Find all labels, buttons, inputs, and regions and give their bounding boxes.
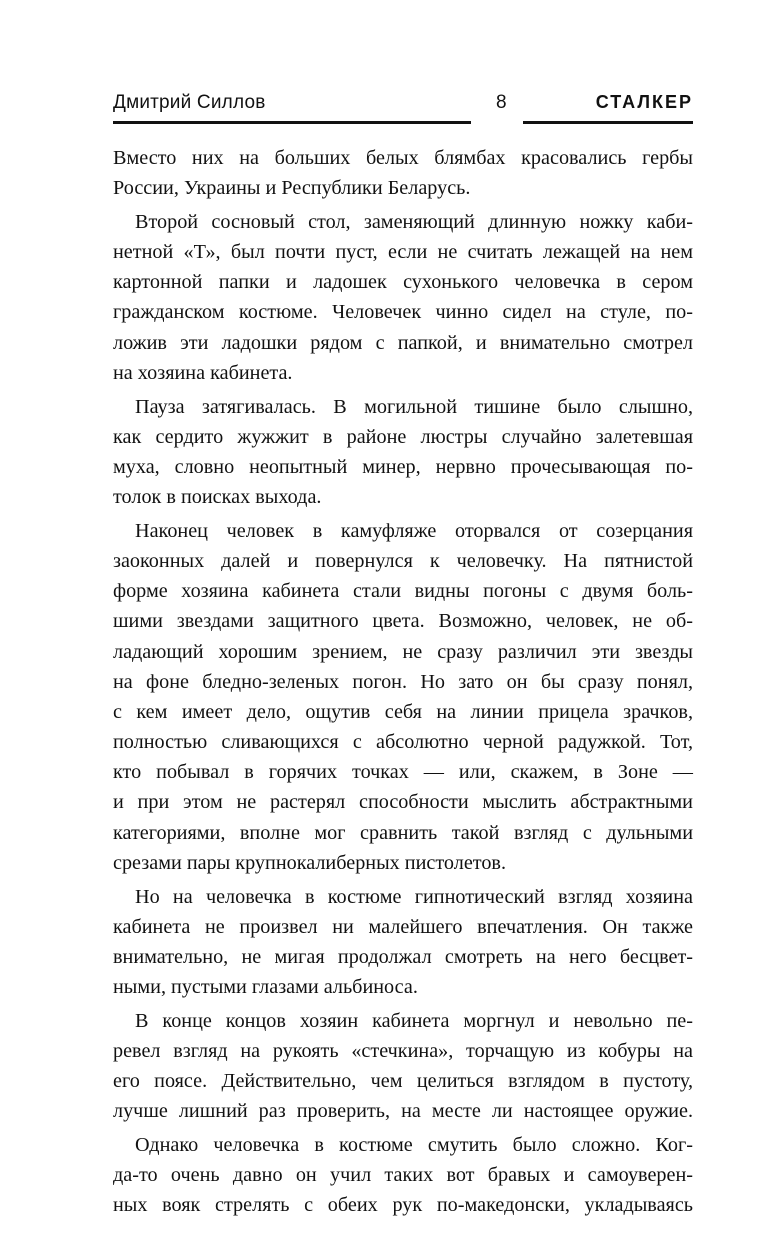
text-line: да-то очень давно он учил таких вот бравых и самоуверен- xyxy=(113,1164,693,1187)
paragraph xyxy=(113,392,693,513)
text-line: заоконных далей и повернулся к человечку. На пятнистой xyxy=(113,549,693,572)
text-line: на хозяина кабинета. xyxy=(113,361,293,384)
page-number: 8 xyxy=(496,92,507,113)
text-line: ревел взгляд на рукоять «стечкина», торчащую из кобуры на xyxy=(113,1039,693,1062)
text-line: нетной «Т», был почти пуст, если не считать лежащей на нем xyxy=(113,241,693,264)
text-line: кто побывал в горячих точках — или, скажем, в Зоне — xyxy=(113,761,693,784)
text-line: Однако человечка в костюме смутить было сложно. Ког- xyxy=(135,1134,693,1156)
text-line: ложив эти ладошки рядом с папкой, и внимательно смотрел xyxy=(113,331,693,354)
text-line: гражданском костюме. Человечек чинно сидел на стуле, по- xyxy=(113,301,693,324)
text-line: Пауза затягивалась. В могильной тишине было слышно, xyxy=(135,395,693,418)
text-line: толок в поисках выхода. xyxy=(113,486,322,509)
text-line: форме хозяина кабинета стали видны погоны с двумя боль- xyxy=(113,580,693,603)
running-header xyxy=(113,92,693,126)
text-line: Но на человечка в костюме гипнотический взгляд хозяина xyxy=(135,885,693,908)
text-line: его поясе. Действительно, чем целиться взглядом в пустоту, xyxy=(113,1070,693,1093)
paragraph xyxy=(113,143,693,203)
text-line: как сердито жужжит в районе люстры случайно залетевшая xyxy=(113,425,693,448)
text-line: полностью сливающихся с абсолютно черной радужкой. Тот, xyxy=(113,731,693,754)
text-line: шими звездами защитного цвета. Возможно, человек, не об- xyxy=(113,610,693,633)
text-line: В конце концов хозяин кабинета моргнул и невольно пе- xyxy=(135,1009,693,1032)
paragraph xyxy=(113,516,693,878)
text-line: ными, пустыми глазами альбиноса. xyxy=(113,976,418,999)
paragraph xyxy=(113,1006,693,1127)
text-line: срезами пары крупнокалиберных пистолетов. xyxy=(113,851,507,874)
text-line: категориями, вполне мог сравнить такой взгляд с дульными xyxy=(113,821,693,844)
text-line: кабинета не произвел ни малейшего впечатления. Он также xyxy=(113,915,693,938)
text-line: Второй сосновый стол, заменяющий длинную ножку каби- xyxy=(135,210,693,233)
text-line: и при этом не растерял способности мыслить абстрактными xyxy=(113,791,693,814)
text-line: России, Украины и Республики Беларусь. xyxy=(113,177,471,200)
header-rule-right xyxy=(523,121,693,124)
text-line: муха, словно неопытный минер, нервно прочесывающая по- xyxy=(113,455,693,478)
author-name: Дмитрий Силлов xyxy=(113,92,266,113)
paragraph xyxy=(113,1130,693,1221)
paragraph xyxy=(113,207,693,388)
text-line: Вместо них на больших белых блямбах красовались гербы xyxy=(113,147,693,169)
header-rule-left xyxy=(113,121,471,124)
text-line: ладающий хорошим зрением, не сразу различил эти звезды xyxy=(113,640,693,663)
paragraph xyxy=(113,882,693,1003)
text-line: Наконец человек в камуфляже оторвался от созерцания xyxy=(135,519,693,542)
text-line: внимательно, не мигая продолжал смотреть на него бесцвет- xyxy=(113,945,693,968)
text-line: на фоне бледно-зеленых погон. Но зато он бы сразу понял, xyxy=(113,670,693,693)
text-line: с кем имеет дело, ощутив себя на линии прицела зрачков, xyxy=(113,700,693,723)
text-line: ных вояк стрелять с обеих рук по-македонски, укладываясь xyxy=(113,1194,693,1217)
body-text xyxy=(113,143,693,1221)
text-line: лучше лишний раз проверить, на месте ли настоящее оружие. xyxy=(113,1100,693,1123)
text-line: картонной папки и ладошек сухонького человечка в сером xyxy=(113,271,693,294)
series-title: СТАЛКЕР xyxy=(595,92,693,112)
